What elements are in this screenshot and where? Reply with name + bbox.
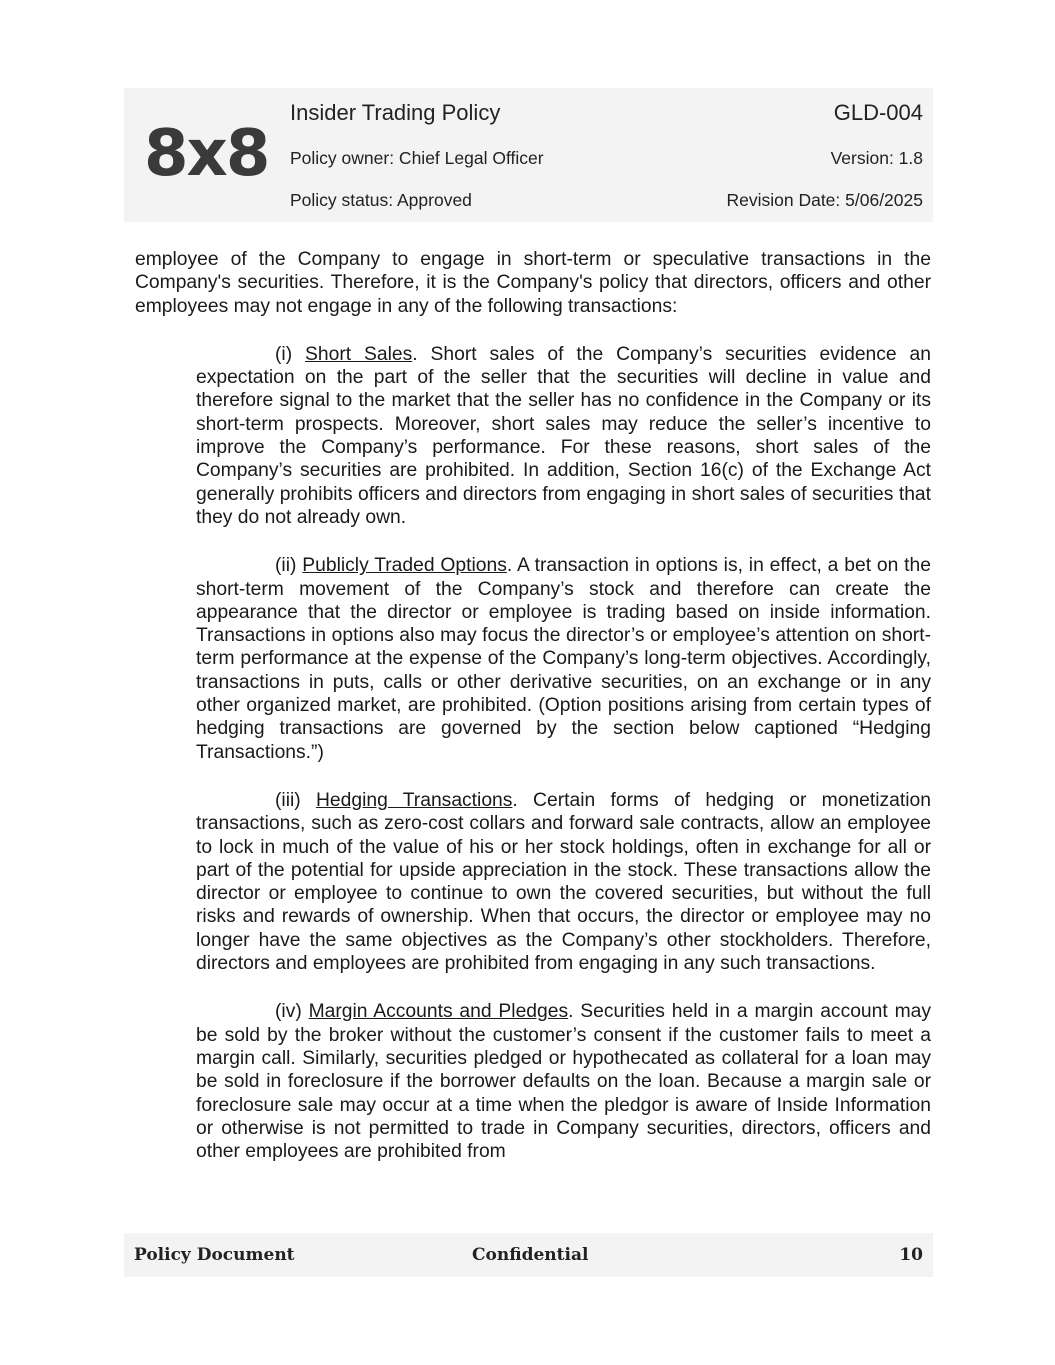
- item-heading: Margin Accounts and Pledges: [308, 1001, 569, 1023]
- item-text: . A transaction in options is, in effect, a bet on the short-term movement of the Company’s stock and therefore can create the appearance that the director or employee is trading based on inside information. Transactions in options also may focus the director’s or employee’s attention on short-term performance at the expense of the Company’s long-term objectives. Accordingly, transactions in puts, calls or other derivative securities, on an exchange or in any other organized market, are prohibited. (Option positions arising from certain types of hedging transactions are governed by the section below captioned “Hedging Transactions.”): [196, 555, 931, 763]
- item-hedging-transactions: [196, 789, 931, 975]
- document-footer: [124, 1233, 933, 1277]
- item-heading: Publicly Traded Options: [302, 555, 507, 577]
- item-prefix: (iii): [275, 789, 316, 811]
- intro-paragraph: employee of the Company to engage in short-term or speculative transactions in the Company's securities. Therefore, it is the Company's policy that directors, officers and other employees may not engage in any of the following transactions:: [135, 249, 931, 317]
- item-prefix: (ii): [275, 555, 303, 577]
- document-body: [135, 248, 931, 1188]
- policy-id: GLD-004: [833, 100, 923, 125]
- policy-status: Policy status: Approved: [290, 190, 472, 210]
- item-prefix: (iv): [275, 1001, 309, 1023]
- footer-doc-type: Policy Document: [134, 1245, 295, 1265]
- item-text: . Certain forms of hedging or monetization transactions, such as zero-cost collars and forward sale contracts, allow an employee to lock in much of the value of his or her stock holdings, often in exchange for all or part of the potential for upside appreciation in the stock. These transactions allow the director or employee to continue to own the covered securities, but without the full risks and rewards of ownership. When that occurs, the director or employee may no longer have the same objectives as the Company’s other stockholders. Therefore, directors and employees are prohibited from engaging in any such transactions.: [196, 789, 931, 975]
- item-text: . Securities held in a margin account may be sold by the broker without the customer’s consent if the customer fails to meet a margin call. Similarly, securities pledged or hypothecated as collateral for a loan may be sold in foreclosure if the borrower defaults on the loan. Because a margin sale or foreclosure sale may occur at a time when the pledgor is aware of Inside Information or otherwise is not permitted to trade in Company securities, directors, officers and other employees are prohibited from: [196, 1001, 931, 1163]
- header-title-row: [290, 100, 923, 126]
- policy-title: Insider Trading Policy: [290, 100, 501, 125]
- item-heading: Short Sales: [305, 343, 413, 365]
- item-prefix: (i): [275, 343, 306, 365]
- item-heading: Hedging Transactions: [315, 789, 513, 811]
- footer-classification: Confidential: [472, 1245, 589, 1265]
- policy-version: Version: 1.8: [830, 148, 923, 168]
- header-status-row: [290, 190, 923, 211]
- policy-owner: Policy owner: Chief Legal Officer: [290, 148, 544, 168]
- item-margin-accounts: [196, 1000, 931, 1163]
- item-short-sales: [196, 343, 931, 529]
- item-text: . Short sales of the Company’s securities evidence an expectation on the part of the seller that the securities will decline in value and therefore signal to the market that the seller has no confidence in the Company or its short-term prospects. Moreover, short sales may reduce the seller’s incentive to improve the Company’s performance. For these reasons, short sales of the Company’s securities are prohibited. In addition, Section 16(c) of the Exchange Act generally prohibits officers and directors from engaging in short sales of securities that they do not already own.: [196, 343, 931, 528]
- item-publicly-traded-options: [196, 554, 931, 764]
- document-header: [124, 88, 933, 222]
- page-number: 10: [899, 1245, 923, 1265]
- header-owner-row: [290, 148, 923, 169]
- company-logo: 8x8: [144, 117, 269, 191]
- revision-date: Revision Date: 5/06/2025: [726, 190, 923, 210]
